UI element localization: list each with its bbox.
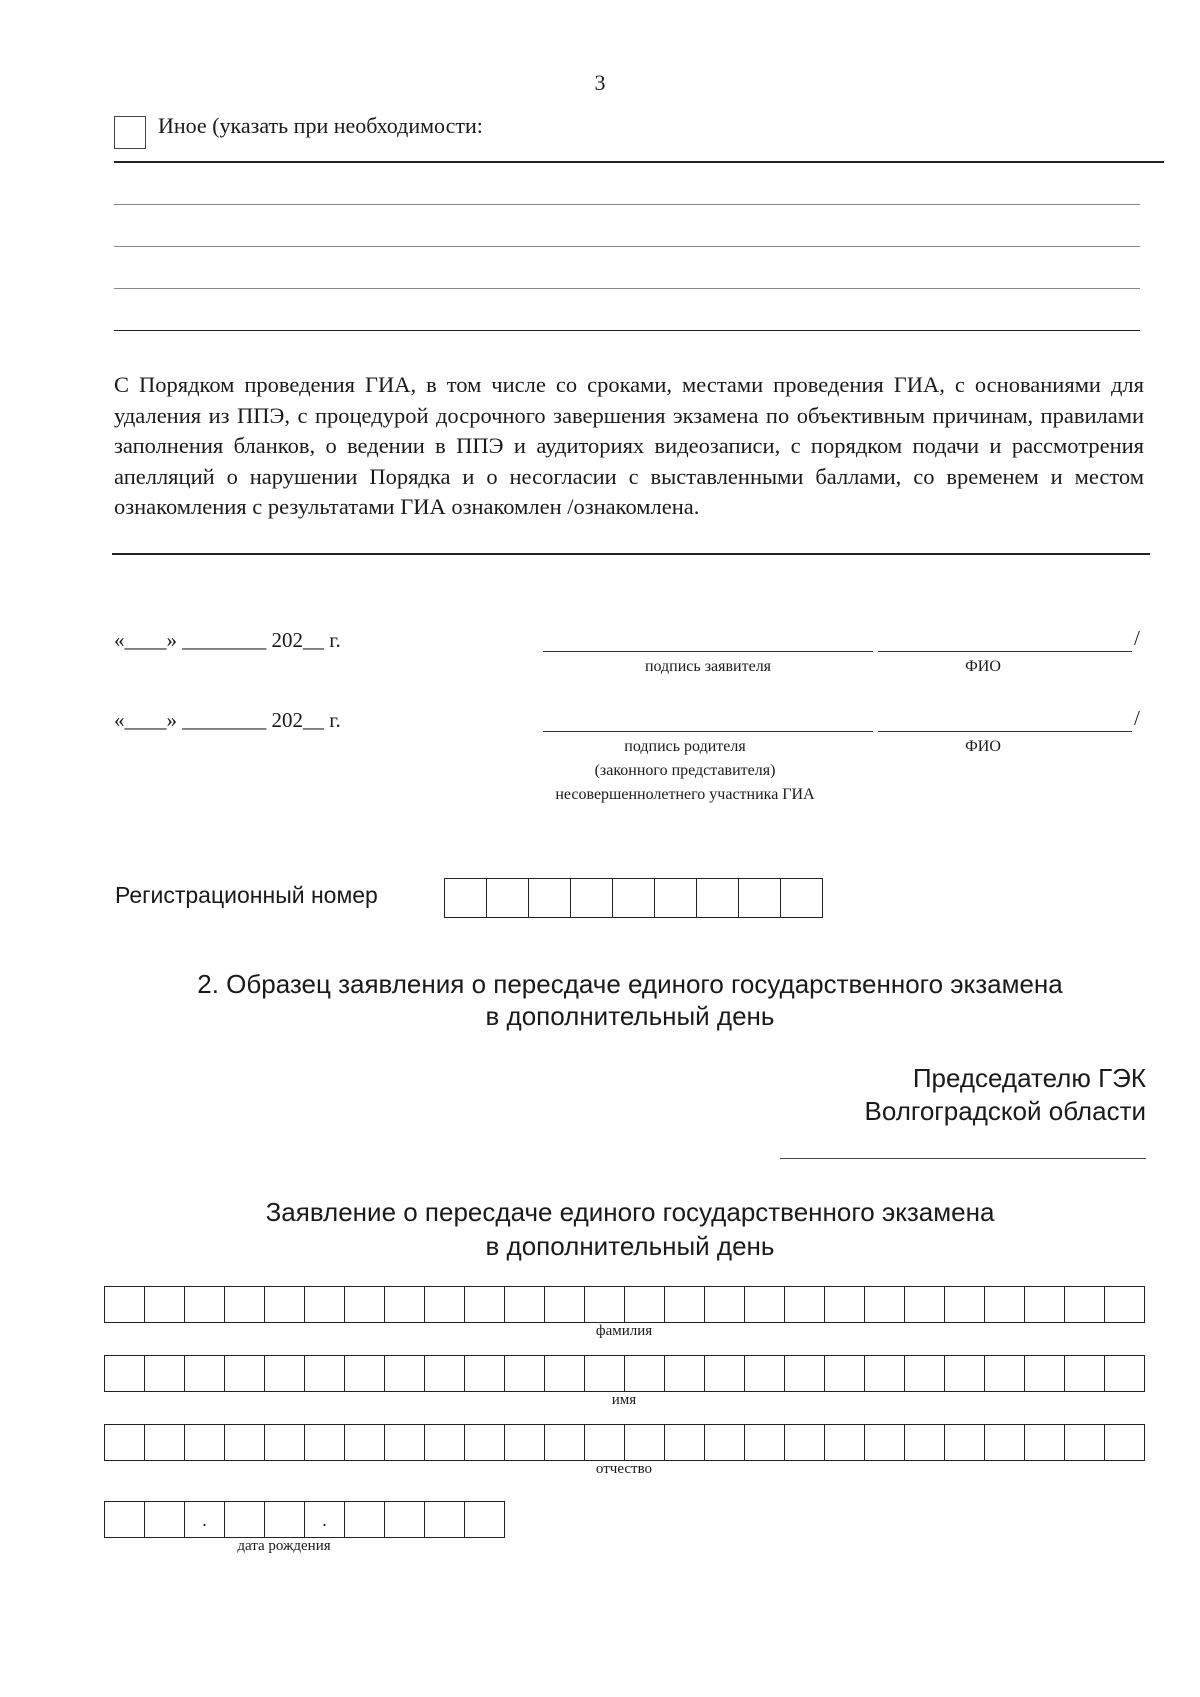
name-label: имя xyxy=(611,1392,637,1408)
other-input-line-5[interactable] xyxy=(114,330,1140,331)
birthdate-cell[interactable] xyxy=(225,1502,265,1538)
birthdate-cell[interactable] xyxy=(265,1502,305,1538)
registration-cell[interactable] xyxy=(655,879,697,917)
birthdate-cell[interactable] xyxy=(105,1502,145,1538)
surname-cells[interactable] xyxy=(104,1286,1145,1323)
registration-cell[interactable] xyxy=(781,879,823,917)
registration-cell[interactable] xyxy=(529,879,571,917)
application-title-line-1: Заявление о пересдаче единого государственного экзамена xyxy=(265,1197,995,1227)
birthdate-cell[interactable] xyxy=(465,1502,505,1538)
parent-name-line[interactable] xyxy=(878,731,1132,732)
birthdate-cell[interactable] xyxy=(425,1502,465,1538)
acknowledgement-underline xyxy=(112,553,1150,555)
birthdate-separator: . xyxy=(185,1502,225,1538)
application-title-line-2: в дополнительный день xyxy=(485,1231,775,1261)
applicant-date-line[interactable]: «____» ________ 202__ г. xyxy=(114,628,341,652)
other-input-line-1[interactable] xyxy=(114,161,1164,163)
slash-2: / xyxy=(1134,706,1140,730)
parent-signature-caption-2: (законного представителя) xyxy=(594,762,776,779)
section-heading-line-1: 2. Образец заявления о пересдаче единого государственного экзамена xyxy=(197,969,1063,999)
registration-number-cells[interactable] xyxy=(444,878,823,918)
registration-cell[interactable] xyxy=(739,879,781,917)
addressee-line-2: Волгоградской области xyxy=(864,1096,1146,1126)
addressee-name-line[interactable] xyxy=(780,1158,1146,1159)
registration-number-label: Регистрационный номер xyxy=(115,882,378,908)
applicant-name-line[interactable] xyxy=(878,651,1132,652)
patronymic-cells[interactable] xyxy=(104,1424,1145,1461)
parent-date-line[interactable]: «____» ________ 202__ г. xyxy=(114,708,341,732)
registration-cell[interactable] xyxy=(697,879,739,917)
parent-signature-caption-3: несовершеннолетнего участника ГИА xyxy=(555,786,815,803)
registration-cell[interactable] xyxy=(613,879,655,917)
registration-cell[interactable] xyxy=(487,879,529,917)
surname-label: фамилия xyxy=(595,1323,653,1339)
registration-cell[interactable] xyxy=(571,879,613,917)
section-heading-line-2: в дополнительный день xyxy=(485,1001,775,1031)
birthdate-cell[interactable] xyxy=(145,1502,185,1538)
parent-signature-line[interactable] xyxy=(543,731,873,732)
other-input-line-3[interactable] xyxy=(114,246,1140,247)
page-number: 3 xyxy=(594,70,606,95)
applicant-signature-line[interactable] xyxy=(543,651,873,652)
birthdate-cell[interactable] xyxy=(345,1502,385,1538)
other-checkbox[interactable] xyxy=(114,116,146,149)
birthdate-separator: . xyxy=(305,1502,345,1538)
birthdate-label: дата рождения xyxy=(237,1538,331,1554)
birthdate-cell[interactable] xyxy=(385,1502,425,1538)
other-option-label: Иное (указать при необходимости: xyxy=(158,113,483,138)
other-input-line-4[interactable] xyxy=(114,288,1140,289)
patronymic-label: отчество xyxy=(595,1461,653,1477)
acknowledgement-text: С Порядком проведения ГИА, в том числе со сроками, местами проведения ГИА, с основаниями для удаления из ППЭ, с процедурой досрочного завершения экзамена по объективным причинам, правилами заполнения бланков, о ведении в ППЭ и аудиториях видеозаписи, с порядком подачи и рассмотрения апелляций о нарушении Порядка и о несогласии с выставленными баллами, со временем и местом ознакомления с результатами ГИА ознакомлен /ознакомлена. xyxy=(114,372,1144,519)
birthdate-cells[interactable] xyxy=(104,1501,505,1538)
parent-name-caption: ФИО xyxy=(965,738,1001,755)
name-cells[interactable] xyxy=(104,1355,1145,1392)
addressee-line-1: Председателю ГЭК xyxy=(912,1063,1146,1093)
slash-1: / xyxy=(1134,626,1140,650)
parent-signature-caption-1: подпись родителя xyxy=(624,738,746,755)
other-input-line-2[interactable] xyxy=(114,204,1140,205)
registration-cell[interactable] xyxy=(445,879,487,917)
applicant-name-caption: ФИО xyxy=(965,658,1001,675)
applicant-signature-caption: подпись заявителя xyxy=(644,658,772,675)
